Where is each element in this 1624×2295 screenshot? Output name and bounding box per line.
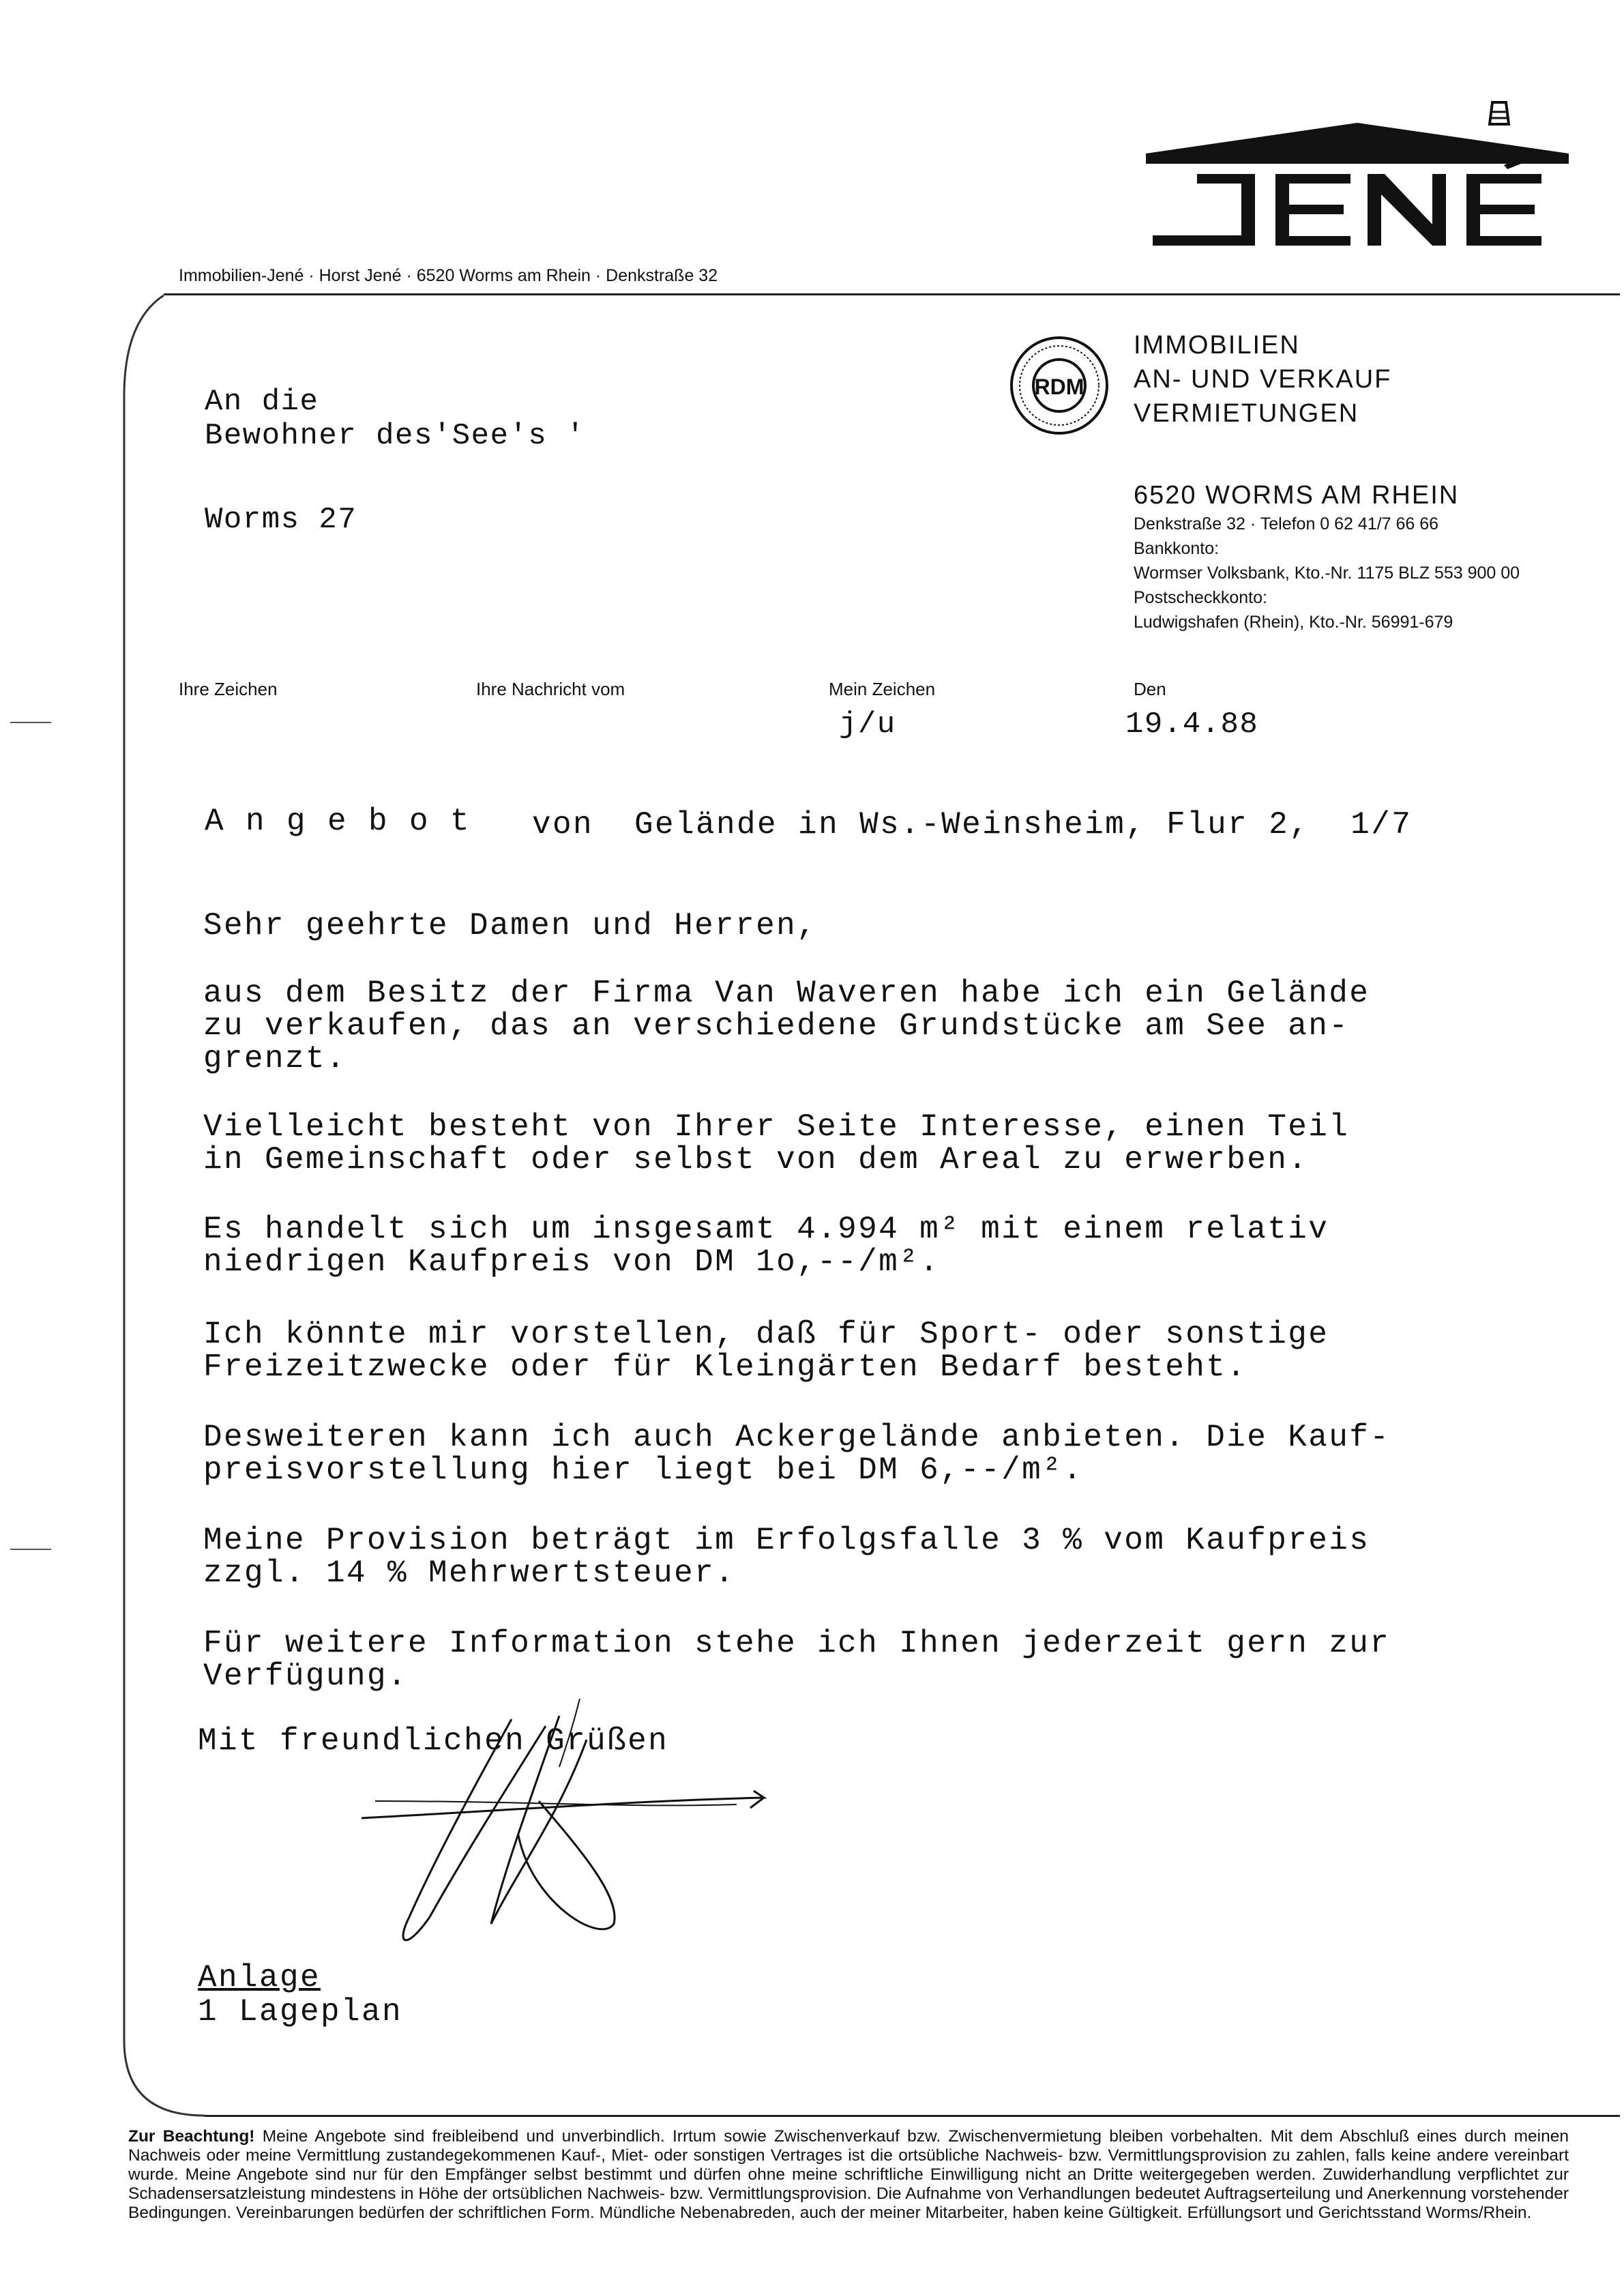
letter-date: 19.4.88: [1125, 707, 1259, 742]
recipient-line-1: An die: [205, 385, 319, 419]
company-address-5: Ludwigshafen (Rhein), Kto.-Nr. 56991-679: [1134, 613, 1453, 632]
paragraph-1: aus dem Besitz der Firma Van Waveren habe ich ein Gelände zu verkaufen, das an verschiedene Grundstücke am See an- grenzt.: [203, 976, 1370, 1077]
paragraph-6: Meine Provision beträgt im Erfolgsfalle 3 % vom Kaufpreis zzgl. 14 % Mehrwertsteuer.: [203, 1523, 1370, 1591]
margin-mark: [10, 1549, 51, 1550]
recipient-city: Worms 27: [205, 503, 357, 537]
company-service-1: IMMOBILIEN: [1134, 331, 1300, 360]
paragraph-5: Desweiteren kann ich auch Ackergelände anbieten. Die Kauf- preisvorstellung hier liegt bei DM 6,--/m².: [203, 1420, 1391, 1488]
company-address-1: Denkstraße 32 · Telefon 0 62 41/7 66 66: [1134, 514, 1439, 533]
salutation: Sehr geehrte Damen und Herren,: [203, 908, 818, 944]
ihre-nachricht-label: Ihre Nachricht vom: [476, 679, 625, 699]
mein-zeichen-value: j/u: [839, 707, 896, 742]
recipient-line-2: Bewohner des'See's ': [205, 419, 586, 453]
company-city: 6520 WORMS AM RHEIN: [1134, 481, 1460, 510]
paragraph-7: Für weitere Information stehe ich Ihnen jederzeit gern zur Verfügung.: [203, 1626, 1391, 1694]
seal-label: RDM: [1034, 375, 1084, 399]
notice-text: Meine Angebote sind freibleibend und unverbindlich. Irrtum sowie Zwischenverkauf bzw. Zwischenvermietung bleiben vorbehalten. Mit dem Abschluß eines durch meinen Nachweis oder meine Vermittlung zustandegekommenen Kauf-, Miet- oder sonstigen Vertrages ist die ortsübliche Nachweis- bzw. Vermittlungsprovision zu zahlen, falls keine andere vereinbart wurde. Meine Angebote sind nur für den Empfänger selbst bestimmt und dürfen ohne meine schriftliche Einwilligung nicht an Dritte weitergegeben werden. Zuwiderhandlung verpflichtet zur Schadensersatzleistung mindestens in Höhe der ortsüblichen Nachweis- bzw. Vermittlungsprovision. Die Aufnahme von Verhandlungen bedeutet Auftragserteilung und Anerkennung vorstehender Bedingungen. Vereinbarungen bedürfen der schriftlichen Form. Mündliche Nebenabreden, auch der meiner Mitarbeiter, haben keine Gültigkeit. Erfüllungsort und Gerichtsstand Worms/Rhein.: [128, 2127, 1569, 2222]
legal-notice: [128, 2127, 1569, 2223]
attachment-label: Anlage: [198, 1960, 321, 1996]
subject-offer-word: A n g e b o t: [205, 804, 471, 839]
company-address-3: Wormser Volksbank, Kto.-Nr. 1175 BLZ 553 900 00: [1134, 564, 1520, 583]
rdm-seal: [1008, 334, 1110, 437]
paragraph-3: Es handelt sich um insgesamt 4.994 m² mit einem relativ niedrigen Kaufpreis von DM 1o,--/m².: [203, 1212, 1329, 1280]
footer-rule: [205, 2115, 1620, 2117]
company-service-3: VERMIETUNGEN: [1134, 399, 1359, 428]
company-service-2: AN- UND VERKAUF: [1134, 365, 1392, 394]
subject-line: von Gelände in Ws.-Weinsheim, Flur 2, 1/7: [532, 807, 1413, 843]
den-label: Den: [1134, 679, 1166, 699]
company-address-2: Bankkonto:: [1134, 539, 1220, 558]
ihre-zeichen-label: Ihre Zeichen: [179, 679, 278, 699]
notice-heading: Zur Beachtung!: [128, 2127, 255, 2146]
margin-mark: [10, 722, 51, 723]
paragraph-2: Vielleicht besteht von Ihrer Seite Interesse, einen Teil in Gemeinschaft oder selbst von dem Areal zu erwerben.: [203, 1109, 1350, 1178]
mein-zeichen-label: Mein Zeichen: [829, 679, 936, 699]
closing: Mit freundlichen Grüßen: [198, 1723, 669, 1759]
attachment-item: 1 Lageplan: [198, 1994, 403, 2030]
jene-logo: [1132, 96, 1576, 259]
paragraph-4: Ich könnte mir vorstellen, daß für Sport- oder sonstige Freizeitzwecke oder für Kleingärten Bedarf besteht.: [203, 1317, 1329, 1385]
handwritten-signature: [355, 1699, 832, 1972]
company-address-4: Postscheckkonto:: [1134, 588, 1267, 607]
sender-address-line: Immobilien-Jené · Horst Jené · 6520 Worms am Rhein · Denkstraße 32: [179, 266, 718, 285]
